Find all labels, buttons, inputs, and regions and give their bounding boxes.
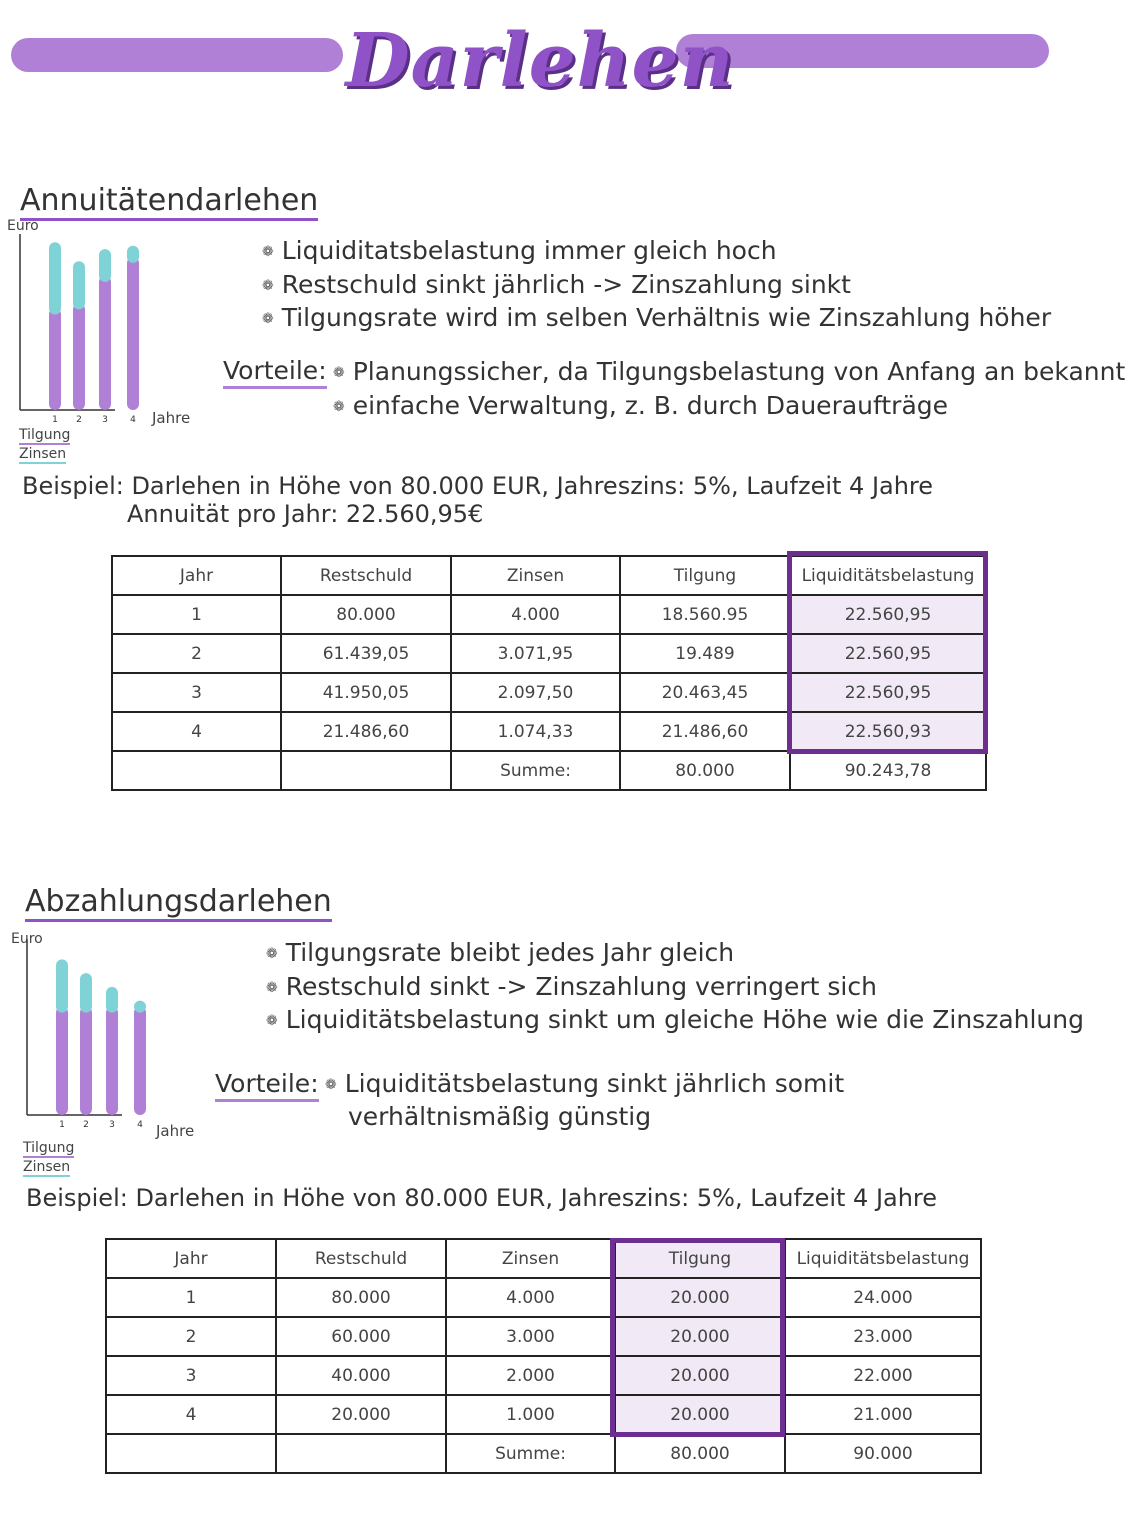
- flower-icon: ❁: [262, 277, 274, 294]
- header-cell: Restschuld: [281, 556, 451, 595]
- header-cell: Zinsen: [446, 1239, 615, 1278]
- abzahlung-table: [105, 1238, 982, 1474]
- annuitaet-vorteile-list: [333, 356, 1125, 423]
- annuitaet-chart-bar-zinsen-1: [49, 242, 61, 314]
- annuitaet-chart-bar-zinsen-2: [73, 261, 85, 309]
- abzahlung-vorteile-label: Vorteile:: [215, 1070, 319, 1102]
- page-title: Darlehen: [345, 18, 735, 104]
- table-row: 3 40.000 2.000 20.000 22.000: [106, 1356, 981, 1395]
- abzahlung-chart-tick-label-2: 2: [83, 1120, 89, 1130]
- annuitaet-vorteile-label: Vorteile:: [223, 357, 327, 389]
- annuitaet-legend-tilgung: Tilgung: [19, 427, 71, 443]
- annuitaet-heading: Annuitätendarlehen: [20, 184, 318, 221]
- table-row: 4 20.000 1.000 20.000 21.000: [106, 1395, 981, 1434]
- list-item: ❁ Tilgungsrate bleibt jedes Jahr gleich: [266, 938, 735, 967]
- flower-icon: ❁: [262, 311, 274, 327]
- list-item: ❁ einfache Verwaltung, z. B. durch Daueraufträge: [333, 390, 949, 420]
- annuitaet-chart-bar-tilgung-2: [73, 303, 85, 410]
- abzahlung-bullet-list: [266, 937, 1084, 1038]
- annuitaet-chart-bar-zinsen-3: [99, 249, 111, 282]
- table-sum-row: [106, 1434, 981, 1473]
- flower-icon: ❁: [325, 1077, 337, 1093]
- abzahlung-chart-bar-tilgung-3: [106, 1007, 118, 1115]
- header-cell: Liquiditätsbelastung: [790, 556, 986, 595]
- annuitaet-chart-bar-tilgung-3: [99, 276, 111, 410]
- table-row: 2 61.439,05 3.071,95 19.489 22.560,95: [112, 634, 986, 673]
- abzahlung-chart-xlabel: Jahre: [156, 1122, 195, 1140]
- abzahlung-vorteile-line1: ❁ Liquiditätsbelastung sinkt jährlich somit: [325, 1069, 845, 1098]
- header-cell: Restschuld: [276, 1239, 446, 1278]
- abzahlung-chart: [22, 935, 143, 1135]
- table-row: 1 80.000 4.000 18.560.95 22.560,95: [112, 595, 986, 634]
- sum-liquiditaet: 90.000: [785, 1434, 981, 1473]
- table-header-row: [106, 1239, 981, 1278]
- sum-liquiditaet: 90.243,78: [790, 751, 986, 790]
- abzahlung-chart-bar-zinsen-3: [106, 987, 118, 1013]
- table-row: 3 41.950,05 2.097,50 20.463,45 22.560,95: [112, 673, 986, 712]
- list-item: ❁ Tilgungsrate wird im selben Verhältnis wie Zinszahlung höher: [262, 303, 1052, 332]
- header-cell: Tilgung: [620, 556, 790, 595]
- abzahlung-legend-tilgung: Tilgung: [23, 1140, 75, 1156]
- abzahlung-chart-ylabel: Euro: [11, 931, 43, 947]
- abzahlung-legend-zinsen: Zinsen: [23, 1159, 71, 1175]
- annuitaet-chart: [15, 230, 136, 430]
- annuitaet-example-annuitaet: Annuität pro Jahr: 22.560,95€: [127, 500, 484, 528]
- table-sum-row: [112, 751, 986, 790]
- annuitaet-bullet-list: [262, 235, 1051, 336]
- annuitaet-chart-tick-label-4: 4: [130, 415, 136, 425]
- flower-icon: ❁: [266, 979, 278, 996]
- sum-tilgung: 80.000: [620, 751, 790, 790]
- sum-label: Summe:: [451, 751, 620, 790]
- list-item: ❁ Restschuld sinkt jährlich -> Zinszahlung sinkt: [262, 269, 851, 299]
- flower-icon: ❁: [266, 946, 278, 962]
- flower-icon: ❁: [333, 398, 345, 415]
- header-cell: Liquiditätsbelastung: [785, 1239, 981, 1278]
- abzahlung-vorteile-line2: verhältnismäßig günstig: [348, 1102, 652, 1131]
- list-item: ❁ Liquiditätsbelastung sinkt um gleiche Höhe wie die Zinszahlung: [266, 1005, 1084, 1034]
- annuitaet-chart-xlabel: Jahre: [152, 409, 191, 427]
- abzahlung-chart-bar-zinsen-2: [80, 973, 92, 1013]
- list-item: ❁ Restschuld sinkt -> Zinszahlung verringert sich: [266, 971, 877, 1001]
- abzahlung-chart-tick-label-3: 3: [109, 1120, 115, 1130]
- flower-icon: ❁: [266, 1013, 278, 1029]
- annuitaet-chart-tick-label-2: 2: [76, 415, 82, 425]
- annuitaet-chart-bar-tilgung-1: [49, 309, 61, 410]
- header-cell: Jahr: [112, 556, 281, 595]
- abzahlung-heading: Abzahlungsdarlehen: [25, 885, 332, 922]
- header-cell: Jahr: [106, 1239, 276, 1278]
- annuitaet-chart-ylabel: Euro: [7, 218, 39, 234]
- abzahlung-chart-bar-tilgung-1: [56, 1007, 68, 1115]
- annuitaet-legend-zinsen: Zinsen: [19, 446, 67, 462]
- abzahlung-chart-bar-tilgung-2: [80, 1007, 92, 1115]
- abzahlung-chart-tick-label-1: 1: [59, 1120, 65, 1130]
- annuitaet-table: [111, 555, 987, 791]
- table-row: 2 60.000 3.000 20.000 23.000: [106, 1317, 981, 1356]
- list-item: ❁ Liquiditatsbelastung immer gleich hoch: [262, 236, 777, 265]
- table-header-row: [112, 556, 986, 595]
- abzahlung-example: Beispiel: Darlehen in Höhe von 80.000 EUR, Jahreszins: 5%, Laufzeit 4 Jahre: [26, 1184, 938, 1212]
- annuitaet-chart-bar-zinsen-4: [127, 246, 139, 263]
- annuitaet-chart-tick-label-3: 3: [102, 415, 108, 425]
- sum-label: Summe:: [446, 1434, 615, 1473]
- sum-tilgung: 80.000: [615, 1434, 785, 1473]
- flower-icon: ❁: [262, 244, 274, 260]
- abzahlung-chart-bar-zinsen-1: [56, 959, 68, 1012]
- table-row: 1 80.000 4.000 20.000 24.000: [106, 1278, 981, 1317]
- header-cell: Zinsen: [451, 556, 620, 595]
- list-item: ❁ Planungssicher, da Tilgungsbelastung von Anfang an bekannt: [333, 357, 1125, 386]
- annuitaet-chart-tick-label-1: 1: [52, 415, 58, 425]
- abzahlung-chart-bar-zinsen-4: [134, 1001, 146, 1013]
- flower-icon: ❁: [333, 365, 345, 381]
- abzahlung-chart-bar-tilgung-4: [134, 1007, 146, 1115]
- annuitaet-example: Beispiel: Darlehen in Höhe von 80.000 EUR, Jahreszins: 5%, Laufzeit 4 Jahre: [22, 472, 934, 500]
- annuitaet-chart-bar-tilgung-4: [127, 257, 139, 410]
- table-row: 4 21.486,60 1.074,33 21.486,60 22.560,93: [112, 712, 986, 751]
- abzahlung-chart-tick-label-4: 4: [137, 1120, 143, 1130]
- header-cell: Tilgung: [615, 1239, 785, 1278]
